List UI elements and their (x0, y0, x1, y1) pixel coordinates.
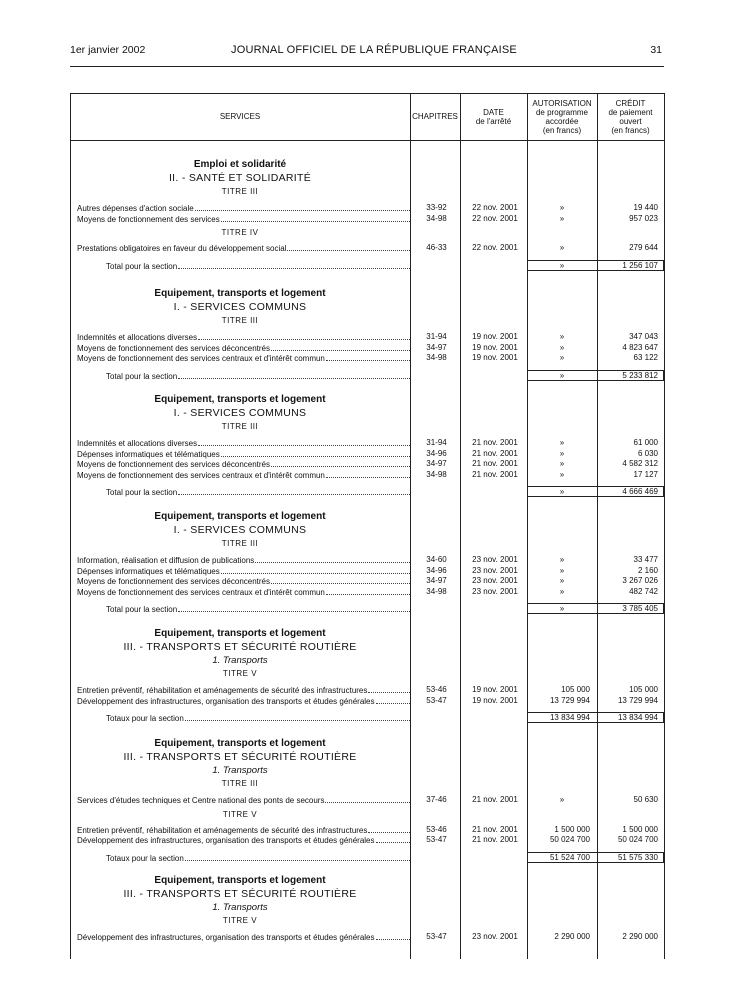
date-cell: 19 nov. 2001 (472, 332, 518, 341)
chapitre-cell: 33-92 (426, 203, 447, 212)
table-row (70, 696, 664, 706)
table-row (70, 825, 664, 835)
autorisation-cell: » (559, 586, 565, 596)
credit-cell: 3 267 026 (622, 576, 658, 586)
date-cell: 21 nov. 2001 (472, 438, 518, 447)
leader-dots (185, 853, 410, 861)
total-row (70, 713, 664, 723)
date-cell: 21 nov. 2001 (472, 795, 518, 804)
service-text: Moyens de fonctionnement des services déconcentrés (77, 577, 270, 587)
chapitre-cell: 34-60 (426, 555, 447, 564)
total-credit: 51 575 330 (617, 852, 658, 862)
service-label (77, 587, 410, 598)
service-label (77, 566, 410, 577)
service-text: Entretien préventif, réhabilitation et aménagements de sécurité des infrastructures (77, 825, 368, 835)
total-row (70, 853, 664, 863)
total-credit: 5 233 812 (622, 370, 658, 380)
service-text: Développement des infrastructures, organisation des transports et études générales (77, 933, 375, 942)
table-row (70, 353, 664, 363)
date-cell: 19 nov. 2001 (472, 685, 518, 694)
date-cell: 21 nov. 2001 (472, 459, 518, 469)
titre-heading: TITRE III (221, 539, 259, 548)
table-row (70, 685, 664, 695)
page-date: 1er janvier 2002 (70, 44, 146, 56)
service-text: Indemnités et allocations diverses (77, 439, 198, 448)
total-credit: 4 666 469 (622, 487, 658, 497)
table-row (70, 343, 664, 353)
date-cell: 23 nov. 2001 (472, 586, 518, 596)
credit-cell: 957 023 (629, 213, 658, 223)
service-text: Indemnités et allocations diverses (77, 333, 198, 342)
autorisation-cell: » (559, 469, 565, 479)
table-row (70, 576, 664, 586)
service-text: Développement des infrastructures, organisation des transports et études générales (77, 836, 375, 846)
table-row (70, 332, 664, 342)
table-right-border (664, 93, 665, 959)
service-label (77, 835, 410, 846)
leader-dots (178, 487, 410, 495)
credit-cell: 4 582 312 (622, 459, 658, 469)
credit-cell: 63 122 (633, 353, 658, 363)
service-label (77, 214, 410, 225)
ministry-heading: Equipement, transports et logement (154, 511, 326, 522)
leader-dots (195, 203, 410, 211)
table-row (70, 243, 664, 253)
column-header-services: SERVICES (219, 112, 261, 121)
autorisation-cell: » (559, 353, 565, 363)
ministry-heading: Equipement, transports et logement (154, 738, 326, 749)
total-label (106, 604, 410, 615)
chapitre-cell: 34-97 (426, 576, 447, 586)
ministry-heading: Equipement, transports et logement (154, 394, 326, 405)
service-text: Développement des infrastructures, organisation des transports et études générales (77, 696, 375, 706)
total-autorisation: 13 834 994 (549, 713, 590, 723)
leader-dots (376, 696, 410, 704)
autorisation-cell: 1 500 000 (554, 824, 590, 834)
service-label (77, 932, 410, 943)
leader-dots (376, 835, 410, 843)
table-row (70, 438, 664, 448)
table-row (70, 795, 664, 805)
autorisation-cell: 105 000 (561, 685, 590, 694)
total-credit: 3 785 405 (622, 604, 658, 614)
credit-cell: 1 500 000 (622, 824, 658, 834)
leader-dots (178, 604, 410, 612)
total-label (106, 371, 410, 382)
date-cell: 19 nov. 2001 (472, 353, 518, 363)
header-rule (70, 66, 664, 67)
header-separator (70, 140, 664, 141)
table-row (70, 470, 664, 480)
chapitre-cell: 53-46 (426, 685, 447, 694)
credit-cell: 33 477 (633, 555, 658, 564)
credit-cell: 482 742 (629, 586, 658, 596)
section-heading: I. - SERVICES COMMUNS (173, 407, 307, 419)
subsection-heading: 1. Transports (212, 655, 268, 666)
service-label (77, 332, 410, 343)
subsection-heading: 1. Transports (212, 765, 268, 776)
table-row (70, 566, 664, 576)
credit-cell: 13 729 994 (617, 695, 658, 705)
total-autorisation: » (559, 604, 565, 614)
leader-dots (221, 449, 410, 457)
service-text: Dépenses informatiques et télématiques (77, 449, 220, 459)
autorisation-cell: » (559, 459, 565, 469)
autorisation-cell: 2 290 000 (554, 932, 590, 941)
date-cell: 22 nov. 2001 (472, 243, 518, 253)
table-row (70, 449, 664, 459)
leader-dots (326, 353, 410, 361)
leader-dots (376, 932, 410, 940)
leader-dots (368, 685, 410, 693)
chapitre-cell: 34-96 (426, 448, 447, 458)
chapitre-cell: 46-33 (426, 243, 447, 253)
date-cell: 22 nov. 2001 (472, 213, 518, 223)
chapitre-cell: 34-96 (426, 565, 447, 575)
leader-dots (368, 825, 410, 833)
column-header-chapitres: CHAPITRES (412, 112, 458, 121)
titre-heading: TITRE III (221, 187, 259, 196)
leader-dots (326, 587, 410, 595)
date-cell: 21 nov. 2001 (472, 824, 518, 834)
chapitre-cell: 53-47 (426, 932, 447, 941)
chapitre-cell: 34-97 (426, 459, 447, 469)
chapitre-cell: 34-98 (426, 353, 447, 363)
date-cell: 23 nov. 2001 (472, 932, 518, 941)
service-label (77, 795, 410, 806)
page-number: 31 (650, 44, 662, 56)
journal-title: JOURNAL OFFICIEL DE LA RÉPUBLIQUE FRANÇAISE (231, 44, 517, 56)
service-label (77, 470, 410, 481)
ministry-heading: Equipement, transports et logement (154, 288, 326, 299)
service-text: Moyens de fonctionnement des services centraux et d'intérêt commun (77, 470, 325, 480)
table-row (70, 214, 664, 224)
leader-dots (255, 555, 410, 563)
leader-dots (326, 470, 410, 478)
autorisation-cell: » (559, 243, 565, 253)
total-credit: 1 256 107 (622, 260, 658, 270)
leader-dots (178, 371, 410, 379)
leader-dots (198, 438, 410, 446)
credit-cell: 50 630 (633, 795, 658, 804)
chapitre-cell: 53-46 (426, 824, 447, 834)
credit-cell: 2 160 (637, 565, 658, 575)
service-label (77, 353, 410, 364)
column-header-autorisation: AUTORISATION de programme accordée (en francs) (532, 98, 592, 135)
credit-cell: 6 030 (637, 448, 658, 458)
service-label (77, 243, 410, 254)
chapitre-cell: 34-98 (426, 586, 447, 596)
total-row (70, 371, 664, 381)
table-row (70, 932, 664, 942)
chapitre-cell: 37-46 (426, 795, 447, 804)
service-text: Moyens de fonctionnement des services déconcentrés (77, 460, 270, 470)
service-label (77, 576, 410, 587)
autorisation-cell: » (559, 565, 565, 575)
section-heading: I. - SERVICES COMMUNS (173, 524, 307, 536)
service-text: Services d'études techniques et Centre national des ponts de secours (77, 796, 325, 805)
leader-dots (198, 332, 410, 340)
service-label (77, 449, 410, 460)
service-label (77, 203, 410, 214)
leader-dots (325, 795, 410, 803)
total-text: Totaux pour la section (106, 853, 184, 863)
table-row (70, 555, 664, 565)
total-label (106, 261, 410, 272)
titre-heading: TITRE V (222, 916, 258, 925)
total-label (106, 853, 410, 864)
service-label (77, 343, 410, 354)
service-text: Entretien préventif, réhabilitation et aménagements de sécurité des infrastructures (77, 686, 368, 695)
autorisation-cell: » (559, 342, 565, 352)
total-text: Totaux pour la section (106, 714, 184, 724)
credit-cell: 2 290 000 (622, 932, 658, 941)
service-text: Moyens de fonctionnement des services déconcentrés (77, 343, 270, 353)
total-row (70, 487, 664, 497)
total-autorisation: » (559, 487, 565, 497)
titre-heading: TITRE III (221, 779, 259, 788)
service-text: Moyens de fonctionnement des services (77, 214, 220, 224)
service-text: Moyens de fonctionnement des services centraux et d'intérêt commun (77, 587, 325, 597)
chapitre-cell: 31-94 (426, 332, 447, 341)
total-autorisation: 51 524 700 (549, 852, 590, 862)
column-header-credit: CRÉDIT de paiement ouvert (en francs) (608, 98, 653, 135)
chapitre-cell: 34-98 (426, 213, 447, 223)
section-heading: III. - TRANSPORTS ET SÉCURITÉ ROUTIÈRE (123, 751, 357, 763)
credit-cell: 4 823 647 (622, 342, 658, 352)
table-row (70, 835, 664, 845)
total-label (106, 487, 410, 498)
chapitre-cell: 31-94 (426, 438, 447, 447)
leader-dots (185, 713, 410, 721)
section-heading: III. - TRANSPORTS ET SÉCURITÉ ROUTIÈRE (123, 888, 357, 900)
service-label (77, 555, 410, 566)
total-text: Total pour la section (106, 371, 178, 381)
leader-dots (271, 576, 410, 584)
service-label (77, 825, 410, 836)
leader-dots (287, 243, 410, 251)
section-heading: II. - SANTÉ ET SOLIDARITÉ (168, 172, 312, 184)
titre-heading: TITRE III (221, 422, 259, 431)
subsection-heading: 1. Transports (212, 902, 268, 913)
total-autorisation: » (559, 260, 565, 270)
total-row (70, 261, 664, 271)
date-cell: 23 nov. 2001 (472, 565, 518, 575)
credits-table (70, 93, 664, 959)
chapitre-cell: 34-98 (426, 469, 447, 479)
autorisation-cell: » (559, 555, 565, 564)
total-text: Total pour la section (106, 261, 178, 271)
date-cell: 21 nov. 2001 (472, 448, 518, 458)
leader-dots (178, 261, 410, 269)
autorisation-cell: 13 729 994 (549, 695, 590, 705)
total-text: Total pour la section (106, 605, 178, 615)
service-label (77, 685, 410, 696)
service-text: Prestations obligatoires en faveur du développement social (77, 244, 287, 254)
date-cell: 19 nov. 2001 (472, 342, 518, 352)
autorisation-cell: 50 024 700 (549, 835, 590, 845)
service-text: Dépenses informatiques et télématiques (77, 566, 220, 576)
leader-dots (271, 343, 410, 351)
credit-cell: 105 000 (629, 685, 658, 694)
credit-cell: 50 024 700 (617, 835, 658, 845)
ministry-heading: Equipement, transports et logement (154, 875, 326, 886)
chapitre-cell: 53-47 (426, 835, 447, 845)
titre-heading: TITRE IV (221, 228, 259, 238)
total-row (70, 604, 664, 614)
service-label (77, 459, 410, 470)
date-cell: 22 nov. 2001 (472, 203, 518, 212)
autorisation-cell: » (559, 332, 565, 341)
credit-cell: 17 127 (633, 469, 658, 479)
titre-heading: TITRE V (222, 809, 258, 819)
chapitre-cell: 53-47 (426, 695, 447, 705)
ministry-heading: Equipement, transports et logement (154, 628, 326, 639)
service-label (77, 696, 410, 707)
column-header-date: DATE de l'arrêté (475, 107, 512, 126)
autorisation-cell: » (559, 448, 565, 458)
leader-dots (271, 459, 410, 467)
autorisation-cell: » (559, 203, 565, 212)
total-label (106, 713, 410, 724)
table-row (70, 459, 664, 469)
date-cell: 21 nov. 2001 (472, 835, 518, 845)
total-autorisation: » (559, 370, 565, 380)
date-cell: 23 nov. 2001 (472, 576, 518, 586)
total-credit: 13 834 994 (617, 713, 658, 723)
table-row (70, 203, 664, 213)
table-row (70, 587, 664, 597)
credit-cell: 347 043 (629, 332, 658, 341)
date-cell: 23 nov. 2001 (472, 555, 518, 564)
service-text: Moyens de fonctionnement des services centraux et d'intérêt commun (77, 354, 325, 364)
section-heading: I. - SERVICES COMMUNS (173, 301, 307, 313)
service-text: Autres dépenses d'action sociale (77, 204, 194, 213)
credit-cell: 61 000 (633, 438, 658, 447)
date-cell: 21 nov. 2001 (472, 469, 518, 479)
date-cell: 19 nov. 2001 (472, 695, 518, 705)
titre-heading: TITRE III (221, 316, 259, 325)
chapitre-cell: 34-97 (426, 342, 447, 352)
autorisation-cell: » (559, 795, 565, 804)
leader-dots (221, 214, 410, 222)
service-label (77, 438, 410, 449)
leader-dots (221, 566, 410, 574)
autorisation-cell: » (559, 213, 565, 223)
ministry-heading: Emploi et solidarité (193, 159, 287, 170)
titre-heading: TITRE V (222, 669, 258, 678)
total-text: Total pour la section (106, 488, 178, 498)
credit-cell: 19 440 (633, 203, 658, 212)
service-text: Information, réalisation et diffusion de publications (77, 556, 255, 565)
autorisation-cell: » (559, 576, 565, 586)
autorisation-cell: » (559, 438, 565, 447)
credit-cell: 279 644 (629, 243, 658, 253)
section-heading: III. - TRANSPORTS ET SÉCURITÉ ROUTIÈRE (123, 641, 357, 653)
